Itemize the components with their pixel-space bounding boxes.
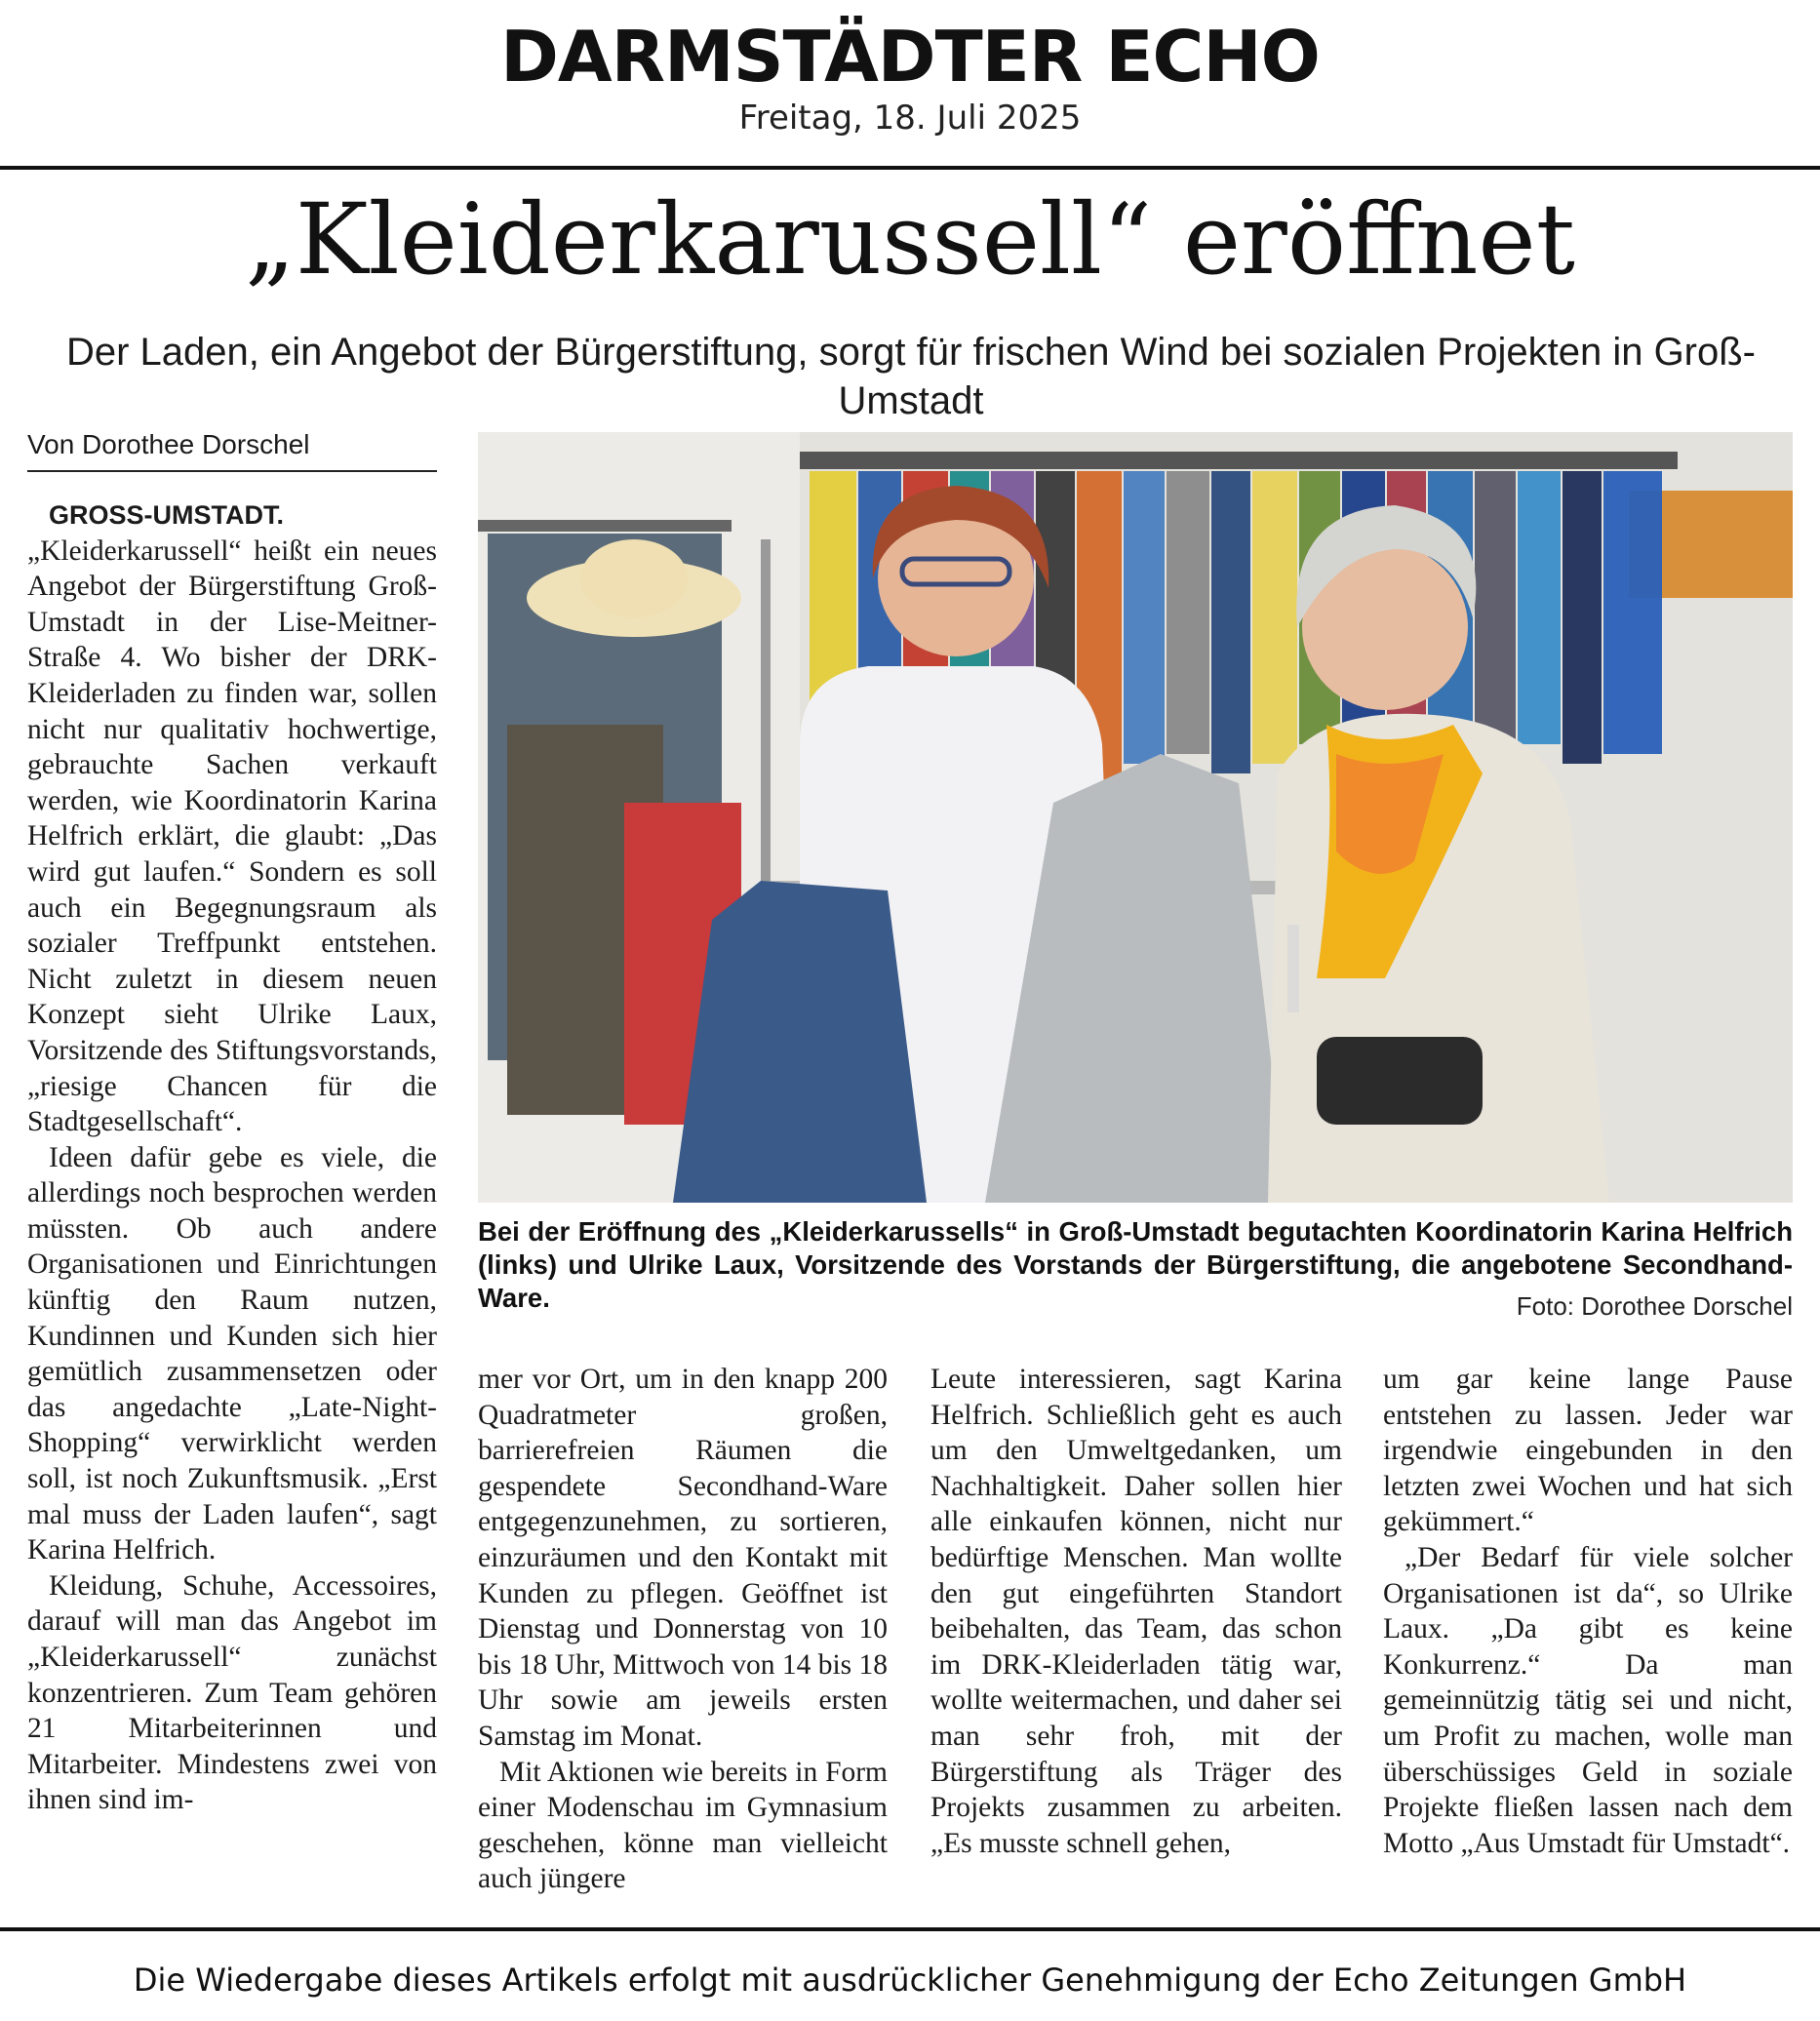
paragraph: Kleidung, Schuhe, Accessoires, darauf will man das Angebot im „Kleiderkarussell“ zunächst konzentrieren. Zum Team gehören 21 Mitarbeiterinnen und Mitarbeiter. Mindestens zwei von ihnen sind im- — [27, 1569, 437, 1816]
reprint-notice: Die Wiedergabe dieses Artikels erfolgt mit ausdrücklicher Genehmigung der Echo Zeitungen GmbH — [133, 1962, 1687, 1999]
paragraph — [27, 497, 437, 1140]
article-photo — [478, 432, 1793, 1203]
article-dateline: GROSS-UMSTADT. — [49, 500, 284, 530]
top-divider — [0, 166, 1820, 170]
paragraph: „Der Bedarf für viele solcher Organisationen ist da“, so Ulrike Laux. „Da gibt es keine Konkurrenz.“ Da man gemeinnützig tätig sei und nicht, um Profit zu machen, wolle man überschüssiges Geld in soziale Projekte fließen lassen nach dem Motto „Aus Umstadt für Umstadt“. — [1383, 1541, 1793, 1859]
paragraph: um gar keine lange Pause entstehen zu lassen. Jeder war irgendwie eingebunden in den letzten zwei Wochen und hat sich gekümmert.“ — [1383, 1364, 1793, 1538]
paragraph: Leute interessieren, sagt Karina Helfrich. Schließlich geht es auch um den Umweltgedanken, um Nachhaltigkeit. Daher sollen hier alle einkaufen können, nicht nur bedürftige Menschen. Man wollte den gut eingeführten Standort beibehalten, das Team, das schon im DRK-Kleiderladen tätig war, wollte weitermachen, und daher sei man sehr froh, mit der Bürgerstiftung als Träger des Projekts zusammen zu arbeiten. „Es musste schnell gehen, — [930, 1364, 1342, 1859]
article-byline: Von Dorothee Dorschel — [27, 427, 437, 472]
article-column-2 — [478, 1362, 888, 1897]
bottom-divider — [0, 1927, 1820, 1931]
issue-date: Freitag, 18. Juli 2025 — [738, 99, 1082, 138]
masthead — [0, 18, 1820, 139]
paragraph: Ideen dafür gebe es viele, die allerdings noch besprochen werden müssten. Ob auch andere Organisationen und Einrichtungen künftig den Raum nutzen, Kundinnen und Kunden sich hier gemütlich zusammensetzen oder das angedachte „Late-Night-Shopping“ verwirklicht werden soll, ist noch Zukunftsmusik. „Erst mal muss der Laden laufen“, sagt Karina Helfrich. — [27, 1141, 437, 1566]
paper-name: DARMSTÄDTER ECHO — [500, 16, 1320, 98]
photo-credit: Foto: Dorothee Dorschel — [1516, 1291, 1793, 1321]
article-column-3 — [930, 1362, 1342, 1861]
photo-caption: Bei der Eröffnung des „Kleiderkarussells“ in Groß-Umstadt begutachten Koordinatorin Karina Helfrich (links) und Ulrike Laux, Vorsitzende des Vorstands der Bürgerstiftung, die angebotene Secondhand-Ware. — [478, 1216, 1793, 1313]
paragraph-text: „Kleiderkarussell“ heißt ein neues Angebot der Bürgerstiftung Groß-Umstadt in der Lise-Meitner-Straße 4. Wo bisher der DRK-Kleiderladen zu finden war, sollen nicht nur qualitativ hochwertige, gebrauchte Sachen verkauft werden, wie Koordinatorin Karina Helfrich erklärt, die glaubt: „Das wird gut laufen.“ Sondern es soll auch ein Begegnungsraum als sozialer Treffpunkt entstehen. Nicht zuletzt in diesem neuen Konzept sieht Ulrike Laux, Vorsitzende des Stiftungsvorstands, „riesige Chancen für die Stadtgesellschaft“. — [27, 535, 437, 1138]
paragraph: Mit Aktionen wie bereits in Form einer Modenschau im Gymnasium geschehen, könne man vielleicht auch jüngere — [478, 1756, 888, 1895]
article-column-4 — [1383, 1362, 1793, 1861]
article-column-1 — [27, 497, 437, 1818]
shop-scene-illustration — [478, 432, 1793, 1203]
article-headline: „Kleiderkarussell“ eröffnet — [245, 182, 1575, 297]
article-subheadline: Der Laden, ein Angebot der Bürgerstiftung, sorgt für frischen Wind bei sozialen Projekten in Groß-Umstadt — [65, 331, 1756, 422]
paragraph: mer vor Ort, um in den knapp 200 Quadratmeter großen, barrierefreien Räumen die gespendete Secondhand-Ware entgegenzunehmen, zu sortieren, einzuräumen und den Kontakt mit Kunden zu pflegen. Geöffnet ist Dienstag und Donnerstag von 10 bis 18 Uhr, Mittwoch von 14 bis 18 Uhr sowie am jeweils ersten Samstag im Monat. — [478, 1364, 889, 1752]
